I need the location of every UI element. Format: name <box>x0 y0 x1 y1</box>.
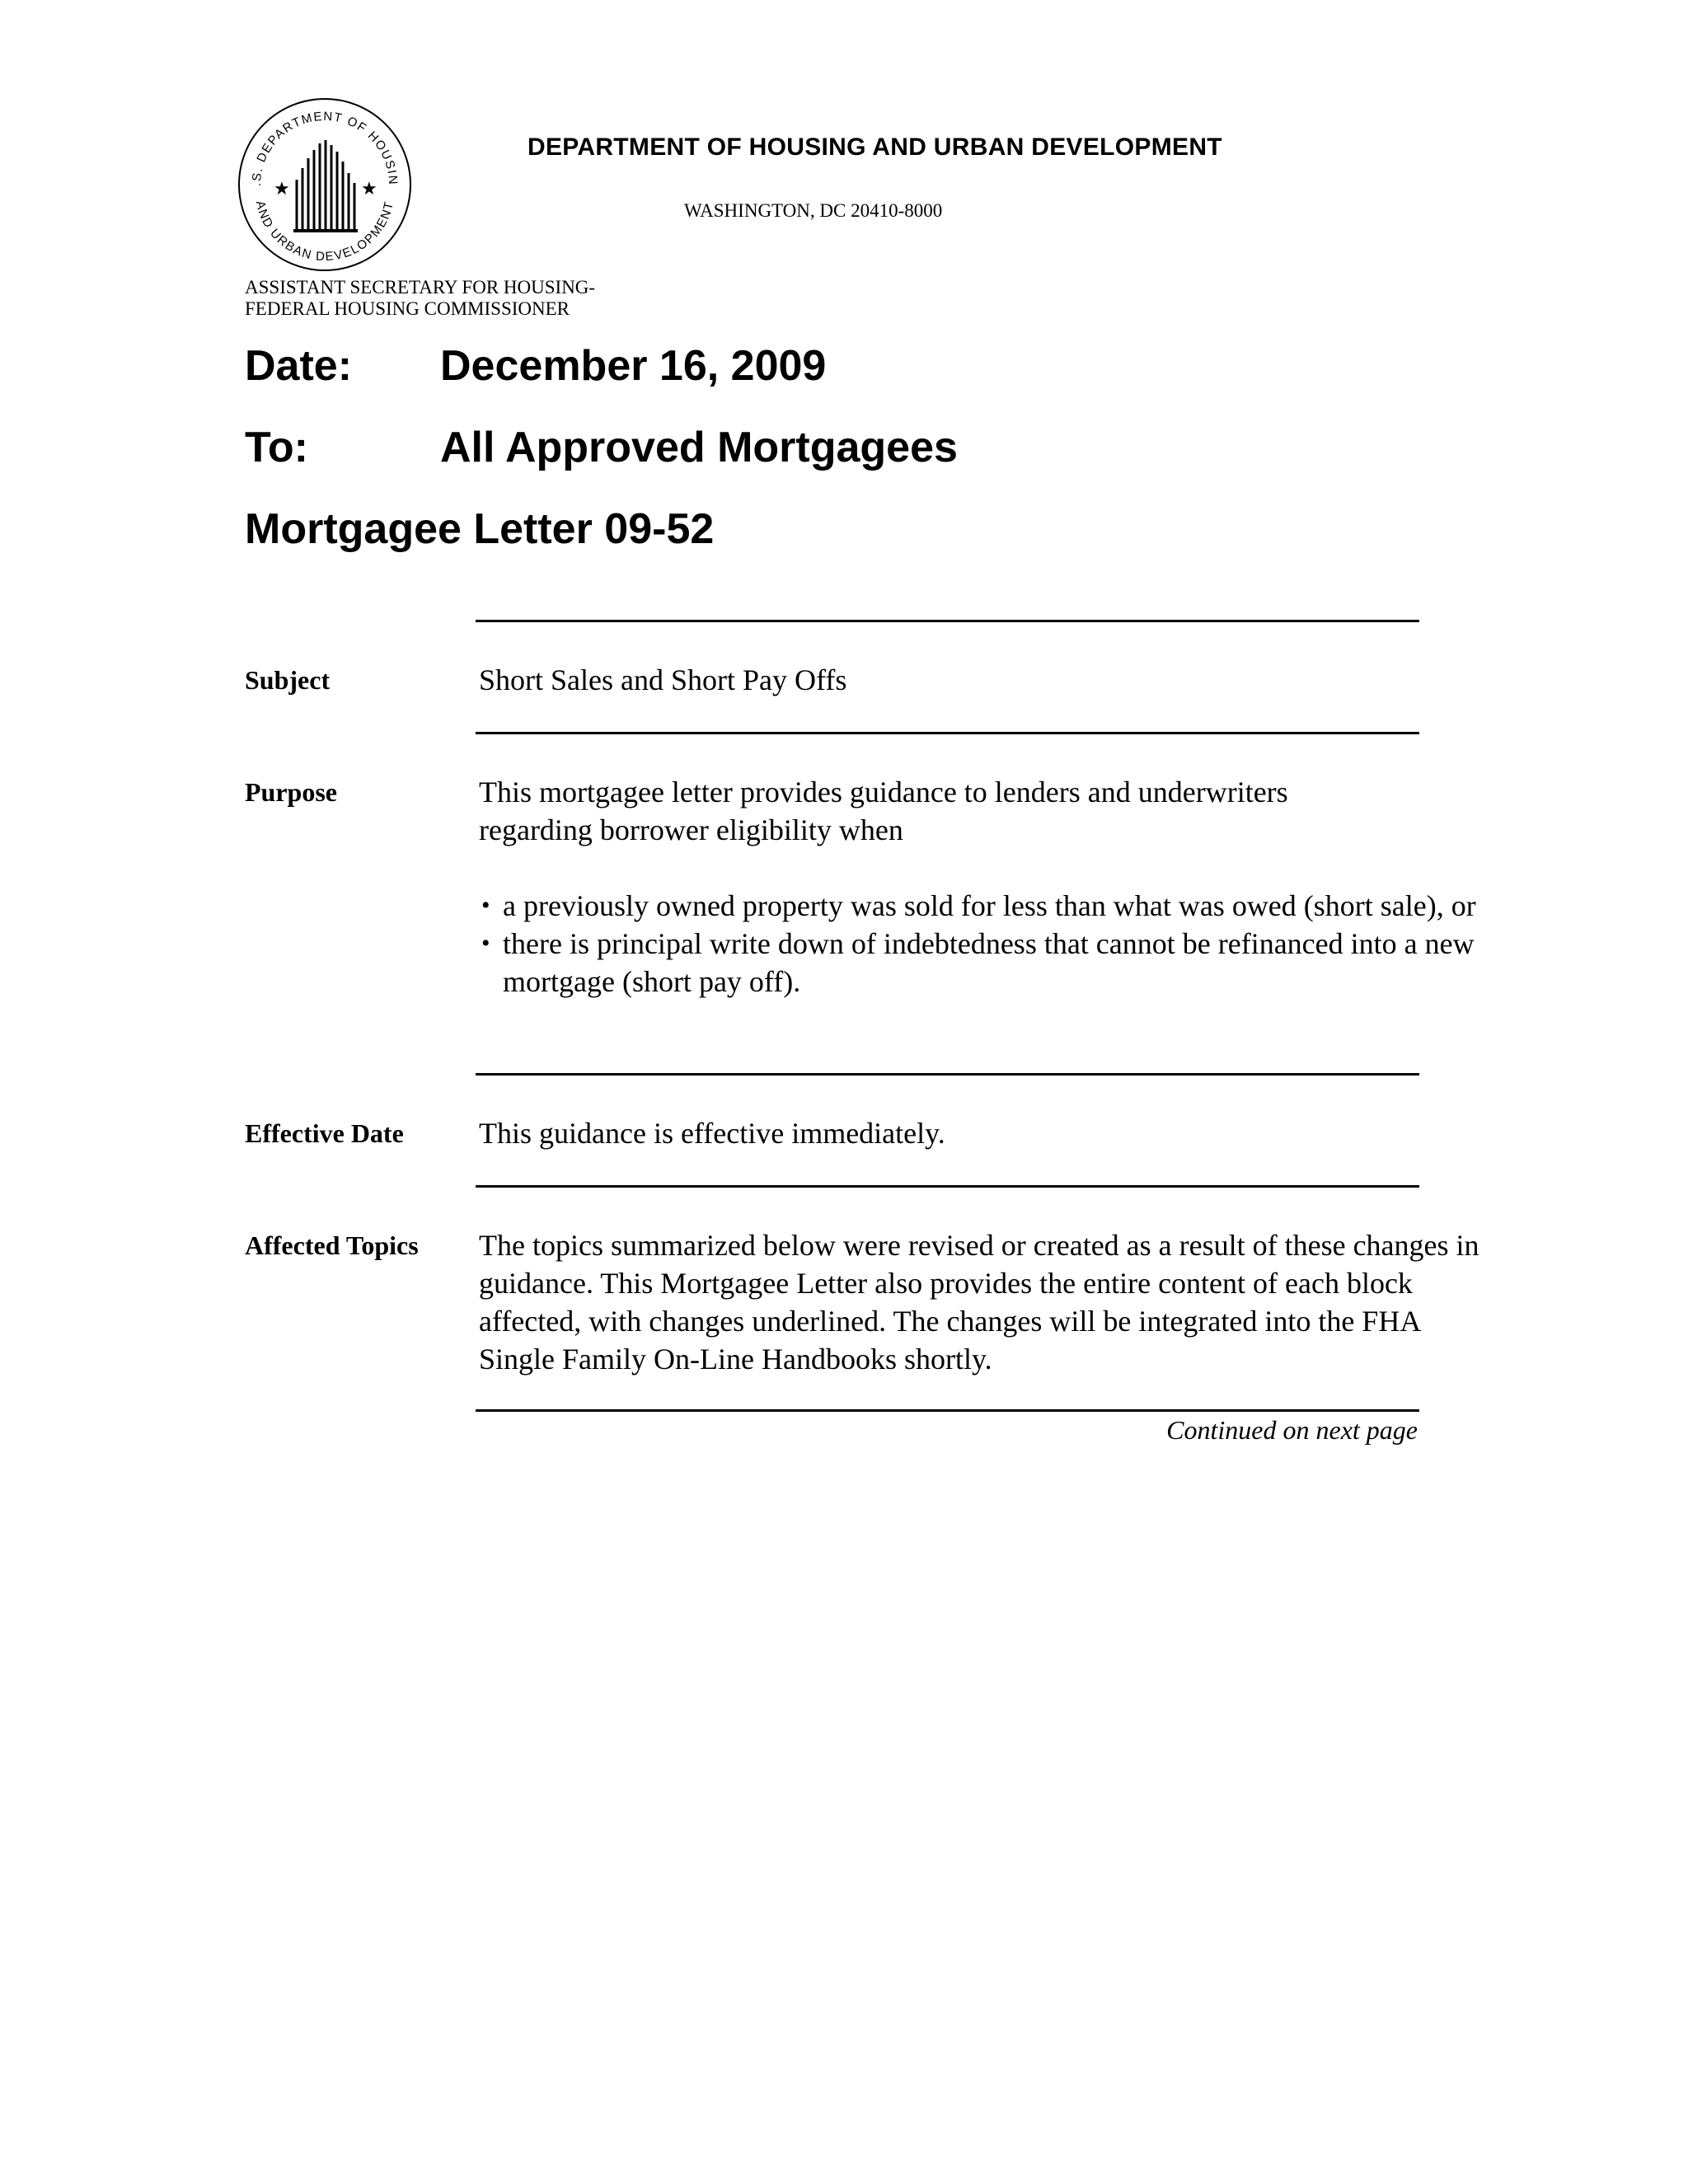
divider-rule <box>476 1409 1419 1412</box>
subject-text: Short Sales and Short Pay Offs <box>479 663 847 696</box>
svg-text:★: ★ <box>274 179 290 199</box>
effective-date-text: This guidance is effective immediately. <box>479 1117 945 1150</box>
purpose-section <box>479 773 1476 1001</box>
list-item <box>479 925 1484 1001</box>
divider-rule <box>476 1073 1419 1076</box>
affected-topics-label: Affected Topics <box>245 1230 419 1260</box>
affected-topics-text: The topics summarized below were revised or created as a result of these changes in guidance. This Mortgagee Letter also provides the entire content of each block affected, with changes underlined. The changes will be integrated into the FHA Single Family On-Line Handbooks shortly. <box>479 1229 1479 1376</box>
bullet-icon: • <box>481 892 490 919</box>
office-title <box>245 277 595 320</box>
svg-text:U.S. DEPARTMENT OF HOUSING: .S. DEPARTMENT OF HOUSIN <box>249 109 401 187</box>
bullet-text: a previously owned property was sold for less than what was owed (short sale), or <box>503 889 1476 922</box>
divider-rule <box>476 620 1419 622</box>
continued-note: Continued on next page <box>1166 1415 1418 1445</box>
agency-address: WASHINGTON, DC 20410-8000 <box>684 200 943 221</box>
divider-rule <box>476 1185 1419 1188</box>
purpose-bullet-list <box>479 887 1484 1001</box>
date-label: Date: <box>245 342 353 390</box>
purpose-label: Purpose <box>245 777 337 807</box>
svg-text:★: ★ <box>361 179 377 199</box>
purpose-text: This mortgagee letter provides guidance to lenders and underwriters regarding borrower eligibility when <box>479 776 1288 846</box>
hud-seal-logo <box>237 97 412 272</box>
date-value: December 16, 2009 <box>440 342 827 390</box>
agency-name: DEPARTMENT OF HOUSING AND URBAN DEVELOPMENT <box>528 134 1222 161</box>
divider-rule <box>476 732 1419 734</box>
office-title-line2: FEDERAL HOUSING COMMISSIONER <box>245 298 570 319</box>
office-title-line1: ASSISTANT SECRETARY FOR HOUSING- <box>245 277 596 298</box>
effective-date-label: Effective Date <box>245 1118 404 1148</box>
letter-number: Mortgagee Letter 09-52 <box>245 505 715 553</box>
bullet-icon: • <box>481 930 490 957</box>
list-item <box>479 887 1484 925</box>
to-value: All Approved Mortgagees <box>440 424 958 471</box>
to-label: To: <box>245 424 308 471</box>
svg-text:AND URBAN DEVELOPMENT: AND URBAN DEVELOPMENT <box>252 199 397 265</box>
subject-label: Subject <box>245 665 331 695</box>
bullet-text: there is principal write down of indebtedness that cannot be refinanced into a new mortgage (short pay off). <box>503 927 1475 998</box>
